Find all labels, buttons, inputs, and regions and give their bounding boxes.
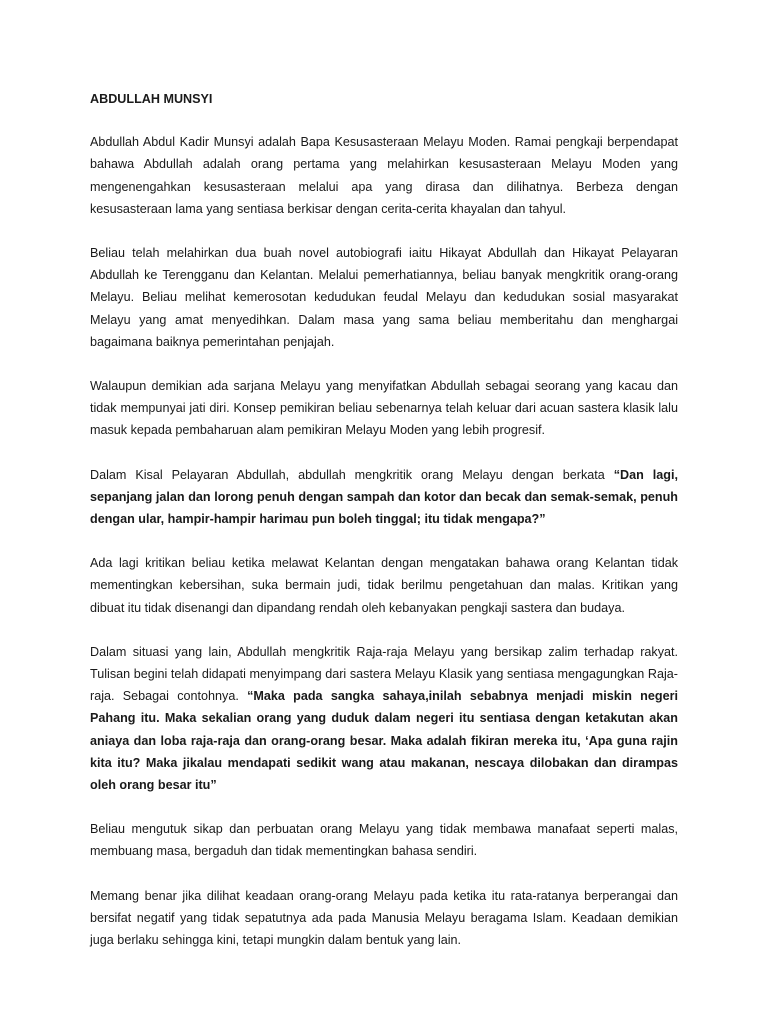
document-body xyxy=(90,88,678,951)
paragraph-6-quote: “Maka pada sangka sahaya,inilah sebabnya menjadi miskin negeri Pahang itu. Maka sekalian orang yang duduk dalam negeri itu sentiasa dengan ketakutan akan aniaya dan loba raja-raja dan orang-orang besar. Maka adalah fikiran mereka itu, ‘Apa guna rajin kita itu? Maka jikalau mendapati sedikit wang atau makanan, nescaya dilobakan dan dirampas oleh orang besar itu” xyxy=(90,689,678,793)
paragraph-8 xyxy=(90,885,678,952)
paragraph-7-text: Beliau mengutuk sikap dan perbuatan orang Melayu yang tidak membawa manafaat seperti malas, membuang masa, bergaduh dan tidak mementingkan bahasa sendiri. xyxy=(90,822,678,859)
document-title: ABDULLAH MUNSYI xyxy=(90,92,213,106)
paragraph-5 xyxy=(90,552,678,619)
paragraph-2-text: Beliau telah melahirkan dua buah novel autobiografi iaitu Hikayat Abdullah dan Hikayat Pelayaran Abdullah ke Terengganu dan Kelantan. Melalui pemerhatiannya, beliau banyak mengkritik orang-orang Melayu. Beliau melihat kemerosotan kedudukan feudal Melayu dan kedudukan sosial masyarakat Melayu yang amat menyedihkan. Dalam masa yang sama beliau memberitahu dan menghargai bagaimana baiknya pemerintahan penjajah. xyxy=(90,246,678,349)
paragraph-5-text: Ada lagi kritikan beliau ketika melawat Kelantan dengan mengatakan bahawa orang Kelantan tidak mementingkan kebersihan, suka bermain judi, tidak berilmu pengetahuan dan malas. Kritikan yang dibuat itu tidak disenangi dan dipandang rendah oleh kebanyakan pengkaji sastera dan budaya. xyxy=(90,556,678,615)
paragraph-2 xyxy=(90,242,678,353)
paragraph-1 xyxy=(90,131,678,220)
paragraph-6 xyxy=(90,641,678,796)
paragraph-3-text: Walaupun demikian ada sarjana Melayu yang menyifatkan Abdullah sebagai seorang yang kacau dan tidak mempunyai jati diri. Konsep pemikiran beliau sebenarnya telah keluar dari acuan sastera klasik lalu masuk kepada pembaharuan alam pemikiran Melayu Moden yang lebih progresif. xyxy=(90,379,678,438)
paragraph-7 xyxy=(90,818,678,862)
paragraph-3 xyxy=(90,375,678,442)
paragraph-8-text: Memang benar jika dilihat keadaan orang-orang Melayu pada ketika itu rata-ratanya berperangai dan bersifat negatif yang tidak sepatutnya ada pada Manusia Melayu beragama Islam. Keadaan demikian juga berlaku sehingga kini, tetapi mungkin dalam bentuk yang lain. xyxy=(90,888,678,948)
paragraph-4-text: Dalam Kisal Pelayaran Abdullah, abdullah mengkritik orang Melayu dengan berkata xyxy=(90,467,614,482)
paragraph-4 xyxy=(90,464,678,531)
paragraph-1-text: Abdullah Abdul Kadir Munsyi adalah Bapa Kesusasteraan Melayu Moden. Ramai pengkaji berpendapat bahawa Abdullah adalah orang pertama yang melahirkan kesusasteraan Melayu Moden yang mengenengahkan kesusasteraan melalui apa yang dirasa dan dilihatnya. Berbeza dengan kesusasteraan lama yang sentiasa berkisar dengan cerita-cerita khayalan dan tahyul. xyxy=(90,135,678,216)
paragraph-4-quote: “Dan lagi, sepanjang jalan dan lorong penuh dengan sampah dan kotor dan becak dan semak-semak, penuh dengan ular, hampir-hampir harimau pun boleh tinggal; itu tidak mengapa?” xyxy=(90,467,678,527)
paragraph-6-text: Dalam situasi yang lain, Abdullah mengkritik Raja-raja Melayu yang bersikap zalim terhadap rakyat. Tulisan begini telah didapati menyimpang dari sastera Melayu Klasik yang sentiasa mengagungkan Raja-raja. Sebagai contohnya. xyxy=(90,644,678,704)
